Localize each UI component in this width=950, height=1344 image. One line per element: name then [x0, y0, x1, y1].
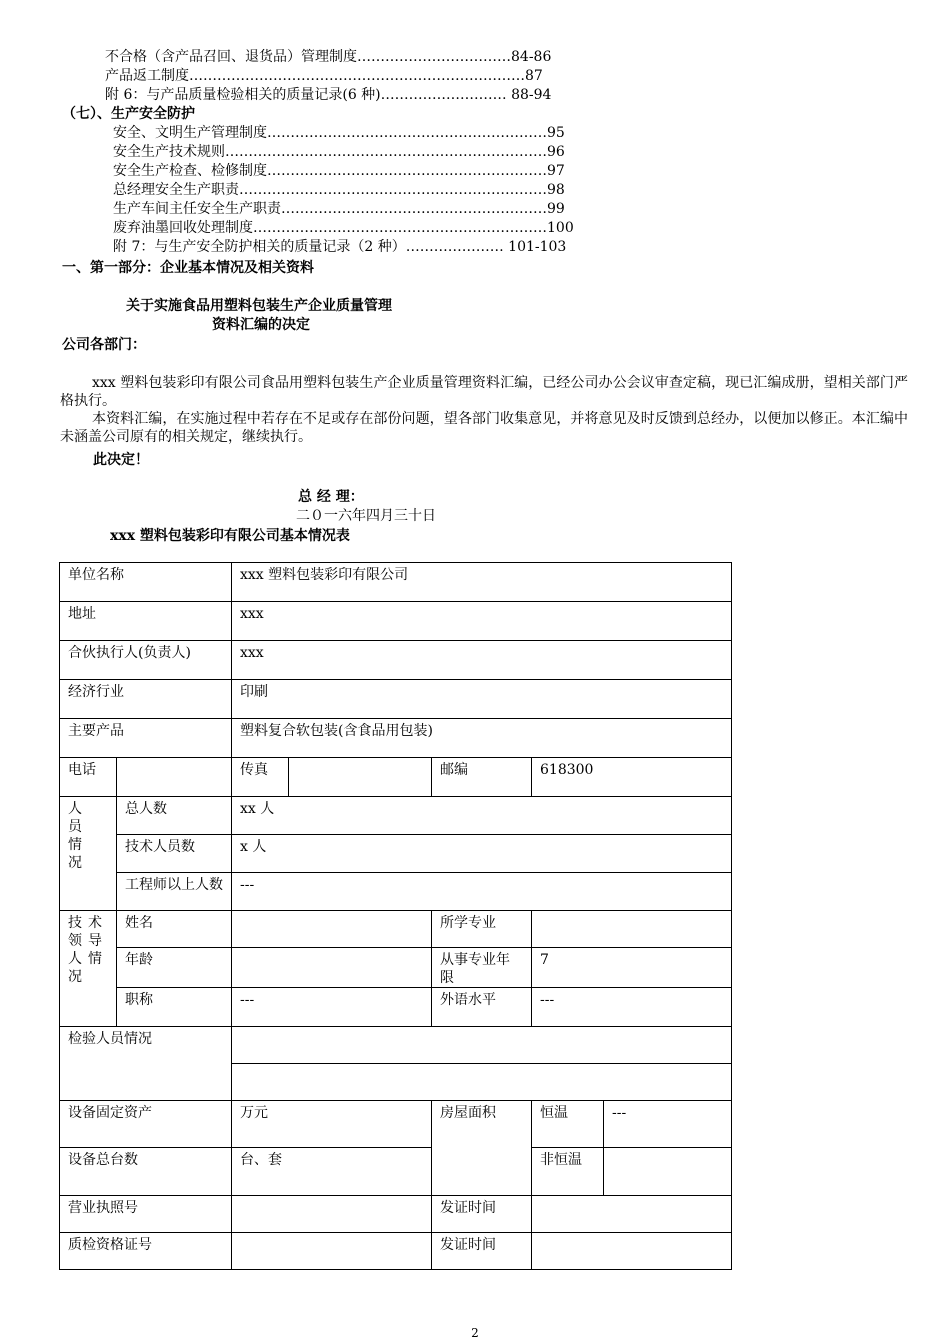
table-row — [60, 1101, 732, 1148]
toc-entry-safety-rules: 安全生产技术规则……………………………………………………………96 — [113, 144, 565, 160]
product-value: 塑料复合软包装(含食品用包装) — [232, 719, 732, 758]
age-label: 年龄 — [117, 948, 232, 988]
age-value — [232, 948, 432, 988]
inspector-value-1 — [232, 1027, 732, 1064]
toc-entry-workshop-duties: 生产车间主任安全生产职责…………………………………………………99 — [113, 201, 565, 217]
table-title: xxx 塑料包装彩印有限公司基本情况表 — [110, 528, 350, 544]
qc-cert-value — [232, 1233, 432, 1270]
partner-value: xxx — [232, 641, 732, 680]
table-row — [60, 1148, 732, 1196]
toc-entry-rework: 产品返工制度………………………………………………………………87 — [105, 68, 543, 84]
years-label: 从事专业年限 — [432, 948, 532, 988]
constant-temp-label: 恒温 — [532, 1101, 604, 1148]
signer-label: 总 经 理： — [298, 489, 364, 505]
major-value — [532, 911, 732, 948]
table-row — [60, 1233, 732, 1270]
issue-date-label-2: 发证时间 — [432, 1233, 532, 1270]
product-label: 主要产品 — [60, 719, 232, 758]
phone-label: 电话 — [60, 758, 117, 797]
decision-paragraph-1: xxx 塑料包装彩印有限公司食品用塑料包装生产企业质量管理资料汇编，已经公司办公会议审查定稿，现已汇编成册，望相关部门严格执行。 — [60, 375, 908, 409]
toc-entry-appendix6: 附 6：与产品质量检验相关的质量记录(6 种)……………………… 88-94 — [105, 87, 552, 103]
table-row — [60, 758, 732, 797]
tech-staff-label: 技术人员数 — [117, 835, 232, 873]
floor-area-label: 房屋面积 — [432, 1101, 532, 1196]
postcode-value: 618300 — [532, 758, 732, 797]
qc-cert-label: 质检资格证号 — [60, 1233, 232, 1270]
title-label: 职称 — [117, 988, 232, 1027]
partner-label: 合伙执行人(负责人) — [60, 641, 232, 680]
engineer-value: --- — [232, 873, 732, 911]
fax-value — [289, 758, 432, 797]
toc-entry-appendix7: 附 7：与生产安全防护相关的质量记录（2 种）………………… 101-103 — [113, 239, 567, 255]
toc-section-seven: （七）、生产安全防护 — [62, 106, 195, 122]
toc-entry-nonconforming: 不合格（含产品召回、退货品）管理制度……………………………84-86 — [105, 49, 552, 65]
table-row — [60, 602, 732, 641]
postcode-label: 邮编 — [432, 758, 532, 797]
decision-title-line1: 关于实施食品用塑料包装生产企业质量管理 — [126, 298, 392, 314]
table-row — [60, 988, 732, 1027]
table-row — [60, 719, 732, 758]
non-constant-temp-label: 非恒温 — [532, 1148, 604, 1196]
total-staff-label: 总人数 — [117, 797, 232, 835]
table-row — [60, 641, 732, 680]
language-value: --- — [532, 988, 732, 1027]
industry-label: 经济行业 — [60, 680, 232, 719]
toc-entry-ink-recycling: 废弃油墨回收处理制度………………………………………………………100 — [113, 220, 574, 236]
phone-value — [117, 758, 232, 797]
license-label: 营业执照号 — [60, 1196, 232, 1233]
decision-paragraph-2: 本资料汇编，在实施过程中若存在不足或存在部份问题，望各部门收集意见，并将意见及时反馈到总经办，以便加以修正。本汇编中未涵盖公司原有的相关规定，继续执行。 — [60, 411, 908, 445]
address-label: 地址 — [60, 602, 232, 641]
issue-date-label-1: 发证时间 — [432, 1196, 532, 1233]
section-heading: 一、第一部分：企业基本情况及相关资料 — [62, 260, 314, 276]
table-row — [60, 911, 732, 948]
name-label: 姓名 — [117, 911, 232, 948]
years-value: 7 — [532, 948, 732, 988]
engineer-label: 工程师以上人数 — [117, 873, 232, 911]
decision-title-line2: 资料汇编的决定 — [212, 317, 310, 333]
inspector-label: 检验人员情况 — [60, 1027, 232, 1101]
table-row — [60, 1196, 732, 1233]
table-row — [60, 563, 732, 602]
toc-entry-gm-duties: 总经理安全生产职责…………………………………………………………98 — [113, 182, 565, 198]
unit-name-label: 单位名称 — [60, 563, 232, 602]
title-value: --- — [232, 988, 432, 1027]
fax-label: 传真 — [232, 758, 289, 797]
issue-date-value-1 — [532, 1196, 732, 1233]
industry-value: 印刷 — [232, 680, 732, 719]
table-row — [60, 835, 732, 873]
non-constant-temp-value — [604, 1148, 732, 1196]
decision-date: 二０一六年四月三十日 — [296, 508, 436, 524]
tech-staff-value: x 人 — [232, 835, 732, 873]
table-row — [60, 1027, 732, 1064]
toc-entry-safety-inspection: 安全生产检查、检修制度……………………………………………………97 — [113, 163, 565, 179]
tech-leader-group-label-text: 技术领导人情况 — [68, 915, 108, 985]
fixed-assets-label: 设备固定资产 — [60, 1101, 232, 1148]
address-value: xxx — [232, 602, 732, 641]
equipment-count-label: 设备总台数 — [60, 1148, 232, 1196]
equipment-count-value: 台、套 — [232, 1148, 432, 1196]
unit-name-value: xxx 塑料包装彩印有限公司 — [232, 563, 732, 602]
inspector-value-2 — [232, 1064, 732, 1101]
fixed-assets-value: 万元 — [232, 1101, 432, 1148]
table-row — [60, 797, 732, 835]
company-info-table — [59, 562, 732, 1270]
decision-addressee: 公司各部门： — [62, 337, 146, 353]
decision-closing: 此决定！ — [93, 452, 149, 468]
name-value — [232, 911, 432, 948]
language-label: 外语水平 — [432, 988, 532, 1027]
tech-leader-group-label — [60, 911, 117, 1027]
major-label: 所学专业 — [432, 911, 532, 948]
table-row — [60, 948, 732, 988]
issue-date-value-2 — [532, 1233, 732, 1270]
total-staff-value: xx 人 — [232, 797, 732, 835]
table-row — [60, 680, 732, 719]
page-number: 2 — [471, 1326, 479, 1340]
constant-temp-value: --- — [604, 1101, 732, 1148]
staff-group-label — [60, 797, 117, 911]
table-row — [60, 873, 732, 911]
license-value — [232, 1196, 432, 1233]
staff-group-label-text: 人员情况 — [68, 801, 82, 871]
toc-entry-safety-management: 安全、文明生产管理制度……………………………………………………95 — [113, 125, 565, 141]
